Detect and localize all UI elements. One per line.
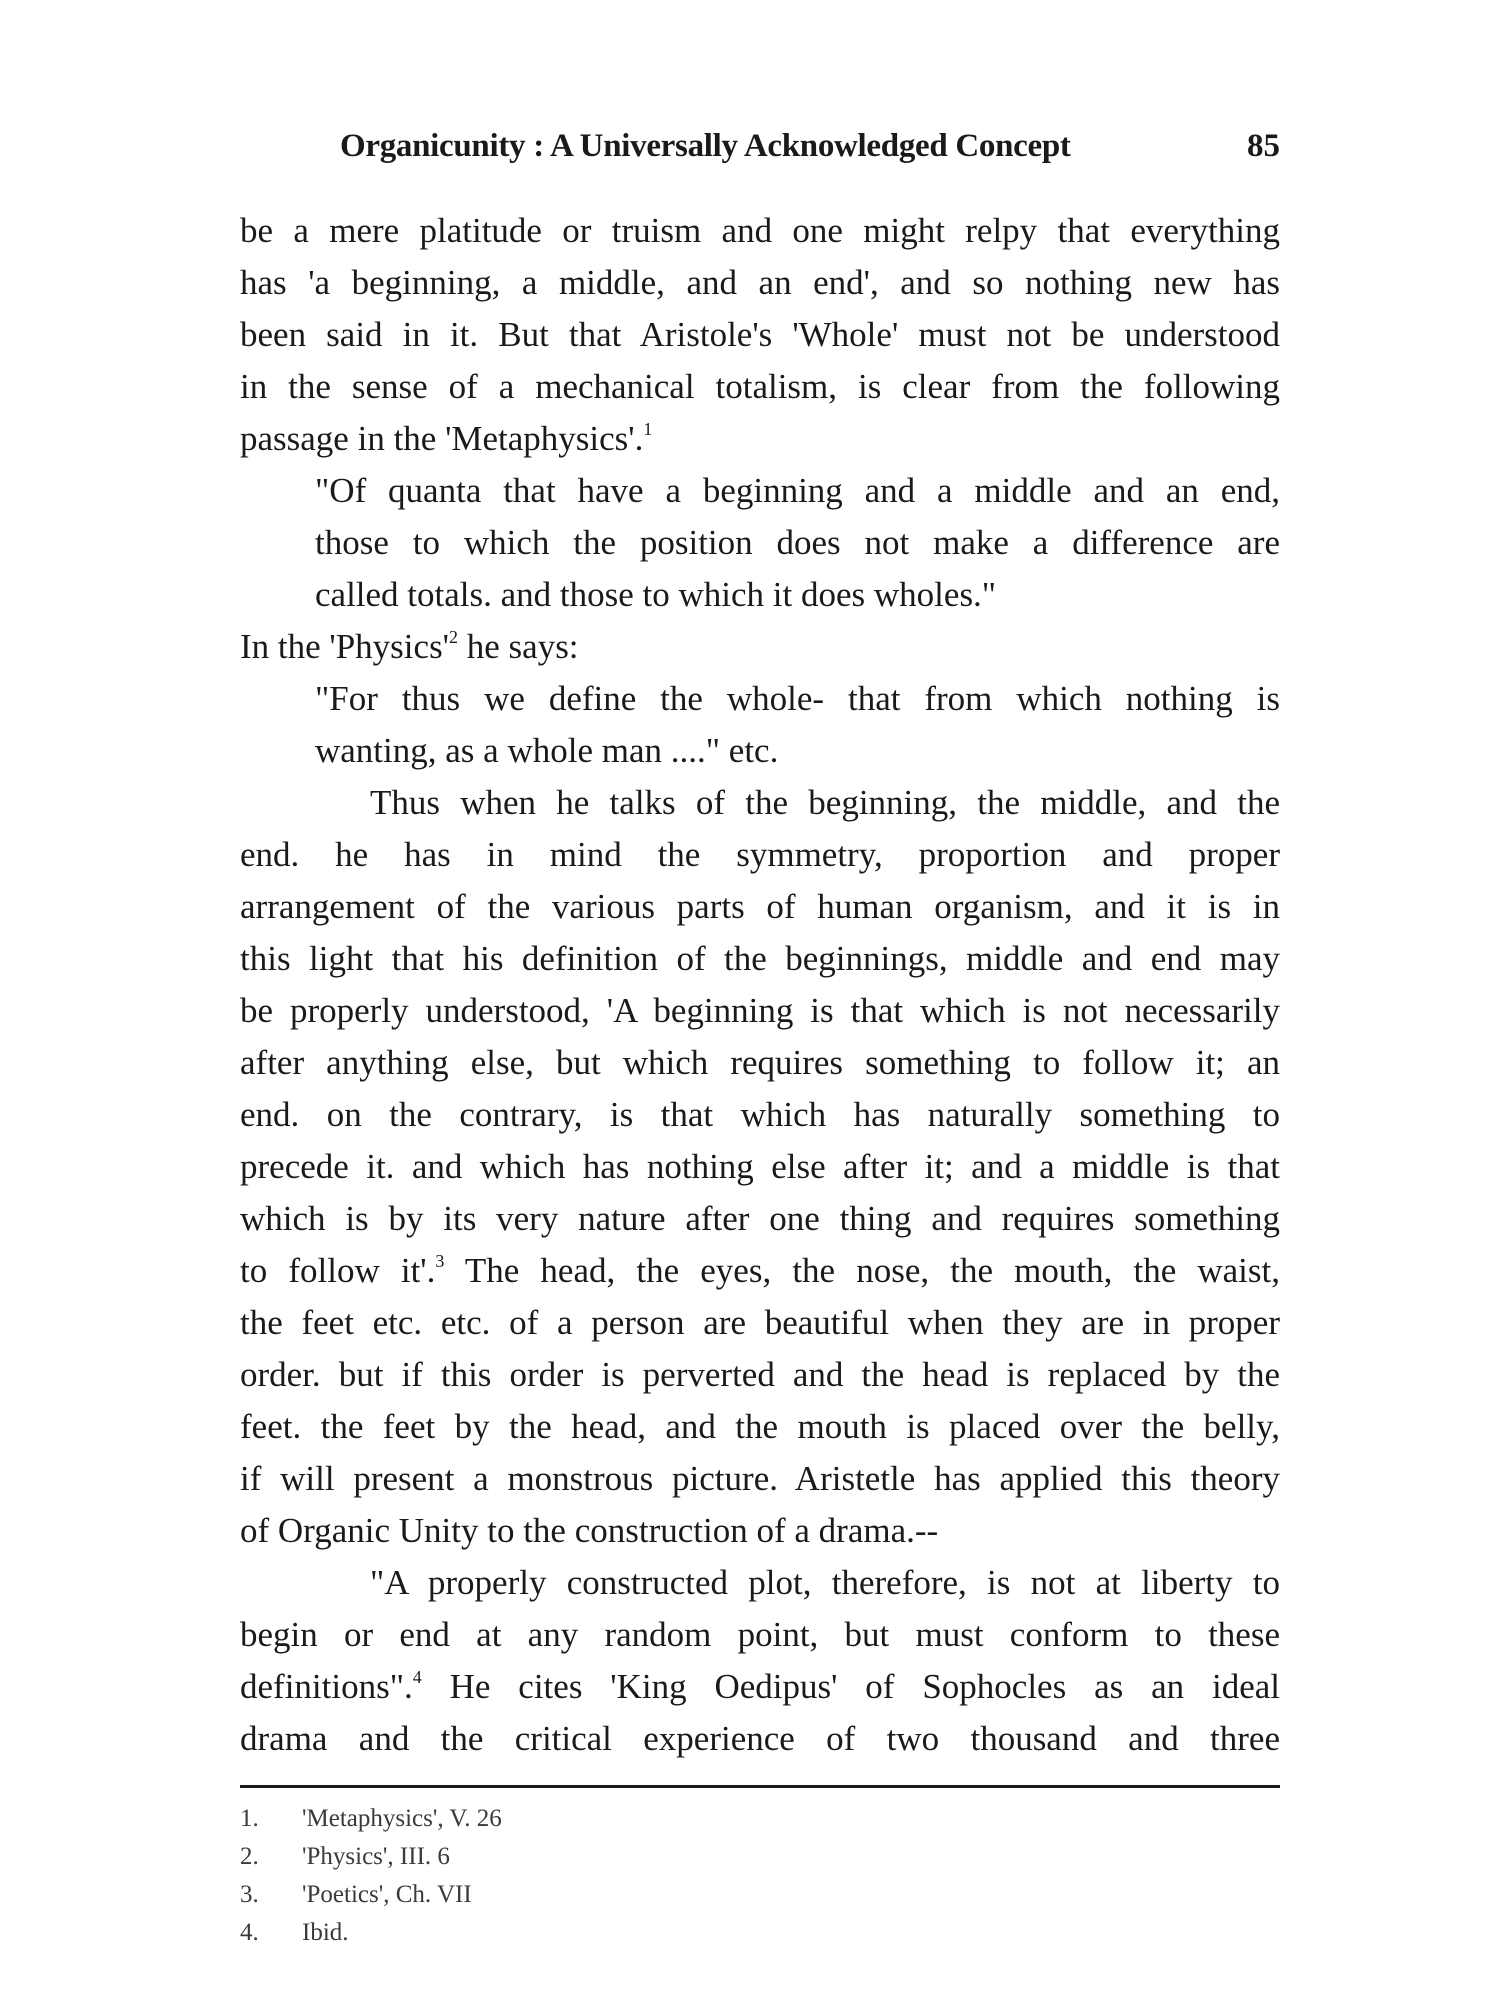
text-line: this light that his definition of the beginnings, middle and end may <box>240 939 1280 978</box>
text-line: been said in it. But that Aristole's 'Whole' must not be understood <box>240 315 1280 354</box>
footnote <box>240 1800 940 1838</box>
footnote-text: 'Metaphysics', V. 26 <box>302 1805 502 1832</box>
footnote-text: 'Physics', III. 6 <box>302 1843 450 1870</box>
quote-line: those to which the position does not make a difference are <box>315 523 1280 562</box>
footnote-ref: 2 <box>449 627 458 648</box>
text-line: arrangement of the various parts of human organism, and it is in <box>240 887 1280 926</box>
text-line: be a mere platitude or truism and one might relpy that everything <box>240 211 1280 250</box>
text-line: after anything else, but which requires something to follow it; an <box>240 1043 1280 1082</box>
footnote <box>240 1914 940 1952</box>
text-segment: The head, the eyes, the nose, the mouth, the waist, <box>464 1251 1280 1290</box>
text-line: which is by its very nature after one thing and requires something <box>240 1199 1280 1238</box>
text-line: if will present a monstrous picture. Aristetle has applied this theory <box>240 1459 1280 1498</box>
footnote-number: 4. <box>240 1919 259 1946</box>
paragraph-start: Thus when he talks of the beginning, the middle, and the <box>370 783 1280 822</box>
footnote-number: 2. <box>240 1843 259 1870</box>
page-number: 85 <box>1247 128 1280 164</box>
text-line: end. on the contrary, is that which has naturally something to <box>240 1095 1280 1134</box>
text-segment: he says: <box>466 627 579 666</box>
footnote-ref: 3 <box>435 1251 445 1272</box>
footnote-ref: 1 <box>643 419 653 440</box>
quote-line: "For thus we define the whole- that from which nothing is <box>315 679 1280 718</box>
footnote-text: 'Poetics', Ch. VII <box>302 1881 472 1908</box>
text-segment: He cites 'King Oedipus' of Sophocles as an ideal <box>449 1667 1281 1706</box>
chapter-title: Organicunity : A Universally Acknowledged Concept <box>340 128 1071 164</box>
text-line: order. but if this order is perverted and the head is replaced by the <box>240 1355 1280 1394</box>
text-line: the feet etc. etc. of a person are beautiful when they are in proper <box>240 1303 1280 1342</box>
text-line: feet. the feet by the head, and the mouth is placed over the belly, <box>240 1407 1280 1446</box>
text-line: has 'a beginning, a middle, and an end', and so nothing new has <box>240 263 1280 302</box>
quote-line: called totals. and those to which it does wholes." <box>315 575 997 614</box>
footnote-text: Ibid. <box>302 1919 349 1946</box>
text-segment: to follow it'. <box>240 1251 436 1290</box>
footnote-number: 3. <box>240 1881 259 1908</box>
footnote-number: 1. <box>240 1805 259 1832</box>
quote-line: "A properly constructed plot, therefore, is not at liberty to <box>370 1563 1280 1602</box>
text-line <box>240 1245 1280 1297</box>
running-header <box>240 128 1280 178</box>
text-line <box>240 413 1280 465</box>
text-line <box>240 621 1280 673</box>
text-line: begin or end at any random point, but must conform to these <box>240 1615 1280 1654</box>
footnote-divider <box>240 1785 1280 1788</box>
text-line: in the sense of a mechanical totalism, is clear from the following <box>240 367 1280 406</box>
text-segment: In the 'Physics' <box>240 627 449 666</box>
footnote-ref: 4 <box>412 1667 422 1688</box>
text-segment: definitions". <box>240 1667 413 1706</box>
quote-line: "Of quanta that have a beginning and a middle and an end, <box>315 471 1280 510</box>
quote-line: wanting, as a whole man ...." etc. <box>315 731 779 770</box>
text-line: of Organic Unity to the construction of a drama.-- <box>240 1511 939 1550</box>
footnote <box>240 1838 940 1876</box>
text-line: be properly understood, 'A beginning is that which is not necessarily <box>240 991 1280 1030</box>
text-line: precede it. and which has nothing else after it; and a middle is that <box>240 1147 1280 1186</box>
footnotes <box>240 1800 940 1952</box>
footnote <box>240 1876 940 1914</box>
text-line: drama and the critical experience of two thousand and three <box>240 1719 1280 1758</box>
text-segment: passage in the 'Metaphysics'. <box>240 419 644 458</box>
text-line <box>240 1661 1280 1713</box>
body-text <box>240 205 1280 1765</box>
text-line: end. he has in mind the symmetry, proportion and proper <box>240 835 1280 874</box>
